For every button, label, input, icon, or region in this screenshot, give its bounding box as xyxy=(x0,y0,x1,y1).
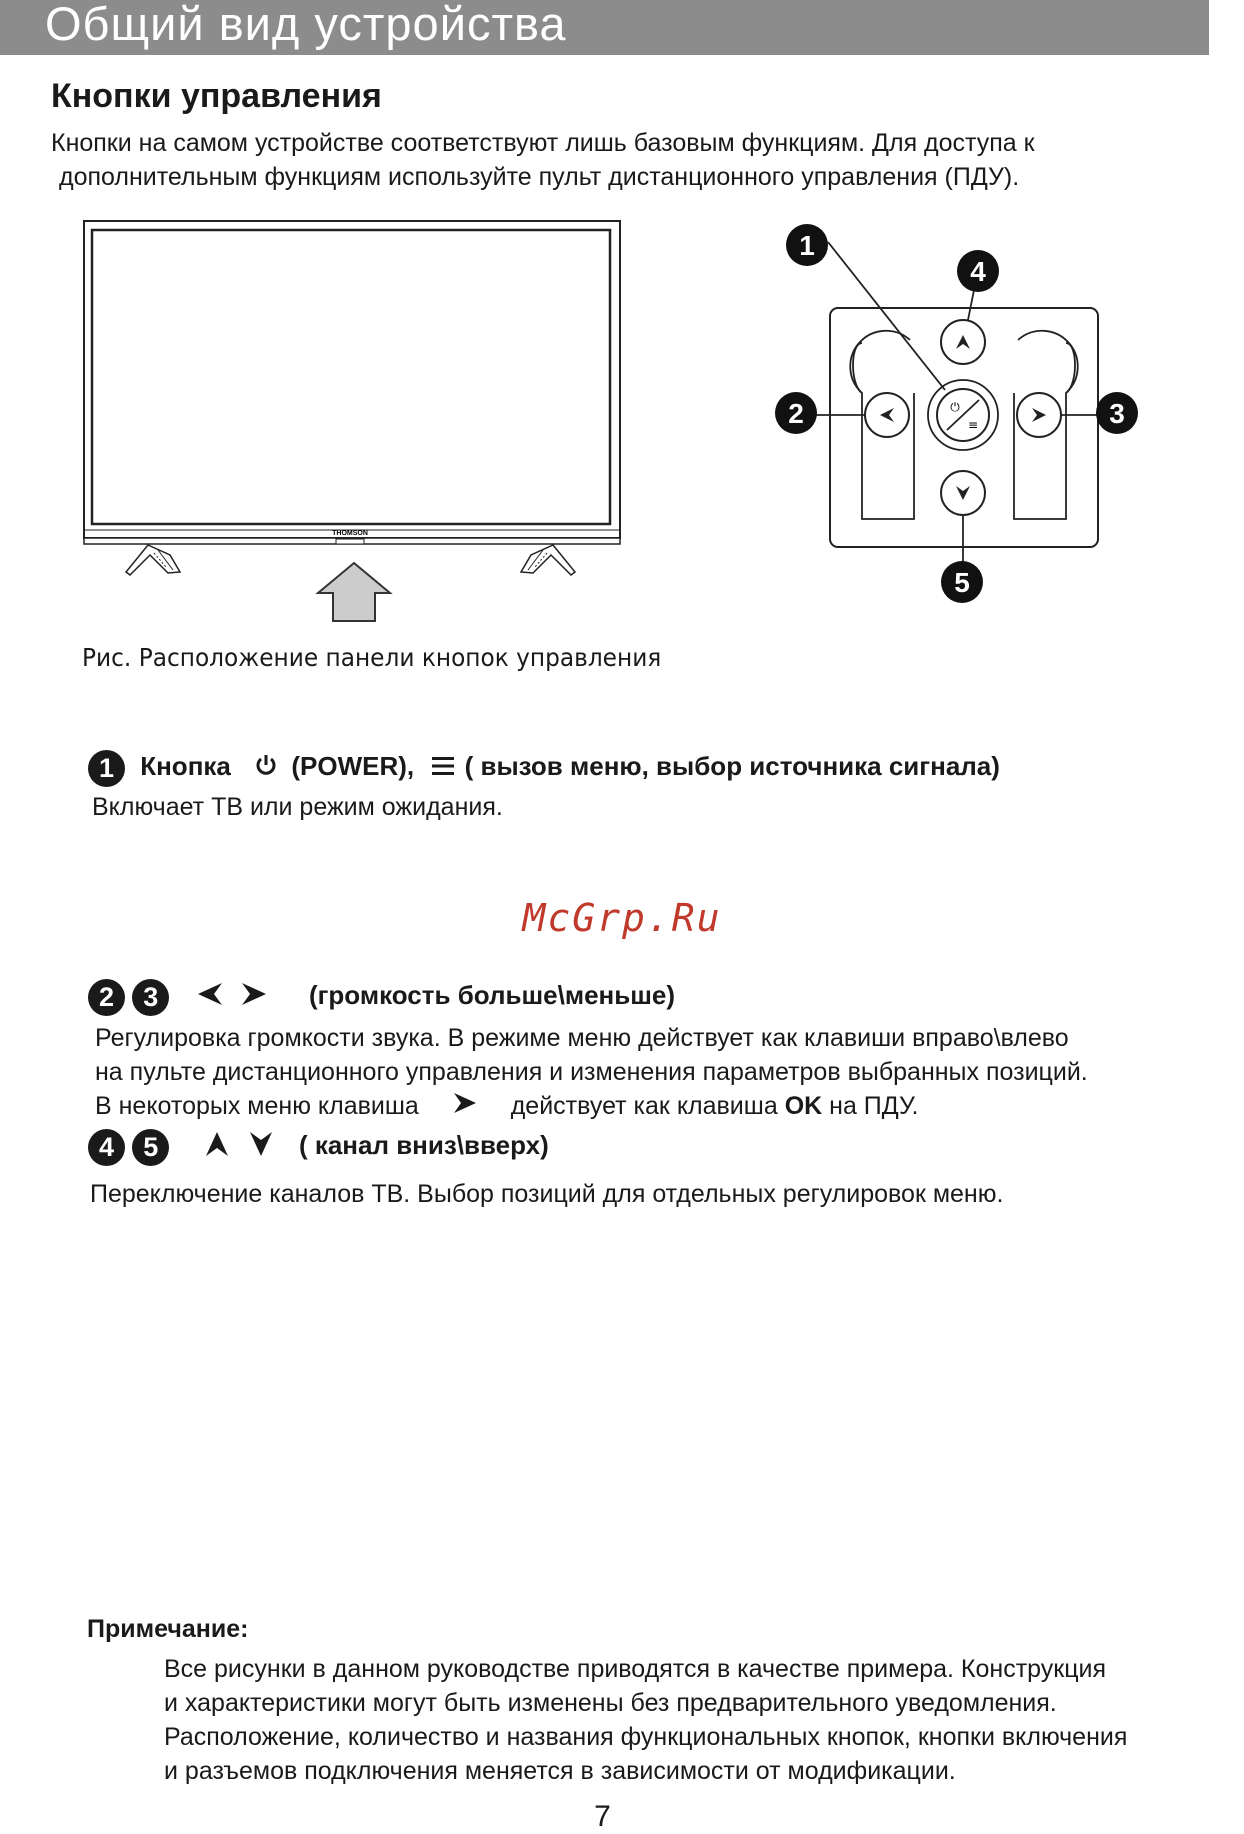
item-2-3-description xyxy=(95,1021,1088,1124)
item-2-3-title: (громкость больше\меньше) xyxy=(308,980,676,1011)
intro-line-2: дополнительным функциям используйте пульт дистанционного управления (ПДУ). xyxy=(59,163,1020,191)
power-icon xyxy=(254,753,278,784)
item-4-5-heading xyxy=(88,1129,549,1166)
svg-text:⏻: ⏻ xyxy=(950,400,960,414)
intro-paragraph xyxy=(51,126,1035,194)
note-line: и разъемов подключения меняется в зависимости от модификации. xyxy=(164,1757,956,1785)
item-2-3-line-3 xyxy=(95,1089,1088,1124)
section-heading: Кнопки управления xyxy=(51,77,382,115)
tv-illustration xyxy=(78,215,638,625)
control-panel-diagram xyxy=(770,215,1180,615)
watermark: McGrp.Ru xyxy=(522,896,722,940)
svg-text:1: 1 xyxy=(799,230,815,261)
note-body xyxy=(164,1652,1127,1788)
callout-5 xyxy=(941,561,983,603)
callout-2 xyxy=(775,392,817,434)
svg-text:≡: ≡ xyxy=(967,418,979,432)
item-1-heading xyxy=(88,750,1000,787)
arrow-down-icon xyxy=(248,1130,274,1165)
page-title: Общий вид устройства xyxy=(45,0,567,50)
item-2-3-line-3c: на ПДУ. xyxy=(829,1092,919,1120)
item-2-3-line-3a: В некоторых меню клавиша xyxy=(95,1092,419,1120)
arrow-left-icon xyxy=(196,981,224,1014)
number-badge: 1 xyxy=(88,750,125,787)
note-title: Примечание: xyxy=(87,1615,249,1643)
item-1-label: Кнопка xyxy=(140,751,231,782)
menu-icon xyxy=(431,753,455,784)
svg-text:4: 4 xyxy=(970,256,986,287)
item-4-5-description: Переключение каналов ТВ. Выбор позиций для отдельных регулировок меню. xyxy=(90,1180,1004,1208)
item-2-3-line-2: на пульте дистанционного управления и изменения параметров выбранных позиций. xyxy=(95,1058,1088,1086)
intro-line-1: Кнопки на самом устройстве соответствуют лишь базовым функциям. Для доступа к xyxy=(51,129,1035,157)
tv-brand-logo: THOMSON xyxy=(332,530,368,537)
svg-text:2: 2 xyxy=(788,398,804,429)
number-badge: 3 xyxy=(132,979,169,1016)
callout-3 xyxy=(1096,392,1138,434)
arrow-right-icon xyxy=(240,981,268,1014)
note-line: Расположение, количество и названия функциональных кнопок, кнопки включения xyxy=(164,1723,1128,1751)
item-4-5-title: ( канал вниз\вверх) xyxy=(298,1130,549,1161)
note-line: и характеристики могут быть изменены без предварительного уведомления. xyxy=(164,1689,1057,1717)
svg-text:5: 5 xyxy=(954,567,970,598)
item-1-power-label: (POWER), xyxy=(291,751,415,782)
callout-4 xyxy=(957,250,999,292)
tv-stand-left xyxy=(126,545,180,575)
number-badge: 2 xyxy=(88,979,125,1016)
note-line: Все рисунки в данном руководстве приводятся в качестве примера. Конструкция xyxy=(164,1655,1107,1683)
ok-key-label: OK xyxy=(784,1092,823,1120)
item-2-3-line-1: Регулировка громкости звука. В режиме меню действует как клавиши вправо\влево xyxy=(95,1024,1069,1052)
item-2-3-line-3b: действует как клавиша xyxy=(510,1092,778,1120)
arrow-right-icon xyxy=(452,1090,478,1124)
callout-1 xyxy=(786,224,828,266)
svg-text:3: 3 xyxy=(1109,398,1125,429)
item-1-description: Включает ТВ или режим ожидания. xyxy=(92,793,503,821)
location-arrow-icon xyxy=(318,563,390,621)
arrow-up-icon xyxy=(204,1130,230,1165)
number-badge: 5 xyxy=(132,1129,169,1166)
item-2-3-heading xyxy=(88,979,675,1016)
item-1-menu-label: ( вызов меню, выбор источника сигнала) xyxy=(464,751,1000,782)
figure-caption: Рис. Расположение панели кнопок управления xyxy=(82,643,662,672)
tv-stand-right xyxy=(521,545,575,575)
number-badge: 4 xyxy=(88,1129,125,1166)
page-number: 7 xyxy=(594,1800,611,1833)
